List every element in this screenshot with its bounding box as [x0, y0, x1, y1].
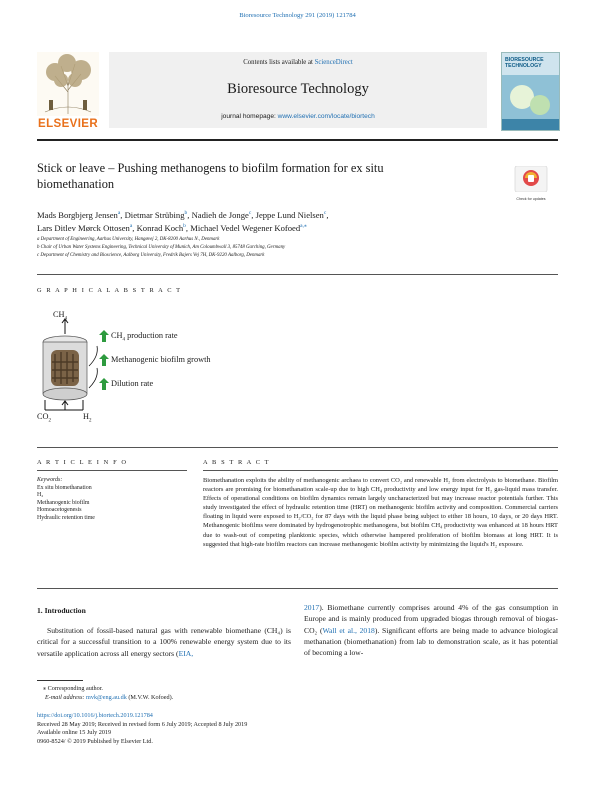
affiliation-a: a Department of Engineering, Aarhus University, Hangøvej 2, DK-8200 Aarhus N., Denmark: [37, 237, 220, 242]
up-arrow-icon: [99, 378, 109, 390]
copyright: 0960-8524/ © 2019 Published by Elsevier Ltd.: [37, 737, 153, 745]
body-left-column: [37, 625, 291, 659]
email-name: (M.V.W. Kofoed).: [126, 693, 174, 701]
body-left-text: Substitution of fossil-based natural gas with renewable biomethane (CH₄) is critical for a successful transition to a 100% renewable energy system due to its versatile application across all energy sectors (: [37, 626, 291, 658]
ga-ch4-top: $CH_4$: [53, 310, 68, 322]
author-affil-sup[interactable]: c: [323, 210, 327, 217]
publication-info: [37, 712, 247, 746]
body-right-text-1: ). Biomethane currently comprises around 4% of the gas consumption in Europe and is mainly produced from upgraded biogas through removal of biogas-CO₂ (: [304, 603, 558, 635]
author-affil-sup[interactable]: b: [184, 210, 188, 217]
author-list: [37, 209, 537, 235]
email-link[interactable]: mvk@eng.au.dk: [86, 693, 127, 701]
citation-link-eia-year[interactable]: 2017: [304, 603, 320, 612]
email-line: [37, 694, 173, 703]
email-label: E-mail address:: [45, 693, 87, 701]
article-info-heading: A R T I C L E I N F O: [37, 459, 128, 466]
author-name[interactable]: Dietmar Strübing: [124, 210, 185, 220]
author-name[interactable]: Michael Vedel Wegener Kofoed: [190, 223, 301, 233]
keywords-block: [37, 477, 187, 523]
author-affil-sup[interactable]: a: [117, 210, 121, 217]
graphical-abstract-heading: G R A P H I C A L A B S T R A C T: [37, 287, 182, 294]
abstract-text: Biomethanation exploits the ability of methanogenic archaea to convert CO₂ and renewable H₂ from electrolysis to biomethane. Biofilm reactors are promising for biomethanation scale-up due to high CH₄ productivity and low energy input for H₂ gas-liquid mass transfer. Effects of operational conditions on biofilm dynamics remain largely uncharacterized but may increase reactor potentials further. This study investigated the effect of hydraulic retention time (HRT) on methanogenic biofilm activity and composition. Commercial carriers floating in liquid were exposed to H₂/CO₂ for 87 days with the liquid phase being subject to either 18 hours, 10 days, or 20 days HRT. Methanogenic biofilms were dominated by hydrogenotrophic methanogens, but biofilm CH₄ productivity was enhanced at 18 hours HRT due to wash-out of competing planktonic species, which otherwise hampered proliferation of biofilm biomass at long HRT. It is suggested that high-rate biofilm reactors can increase methanogenic biofilm activity by minimizing the liquid's H₂ exposure.: [203, 477, 558, 548]
masthead-rule: [37, 139, 558, 141]
divider: [37, 447, 558, 448]
publisher-wordmark: ELSEVIER: [38, 118, 99, 130]
body-right-column: [304, 602, 558, 658]
keywords-label: Keywords:: [37, 477, 63, 483]
corresponding-author: ⁎ Corresponding author.: [43, 685, 103, 692]
ga-label-biofilm-growth: Methanogenic biofilm growth: [111, 355, 211, 364]
received-dates: Received 28 May 2019; Received in revised form 6 July 2019; Accepted 8 July 2019: [37, 720, 248, 728]
masthead: [37, 52, 558, 134]
keyword[interactable]: Hydraulic retention time: [37, 514, 95, 521]
citation-link-wall[interactable]: Wall et al., 2018: [322, 625, 375, 635]
footnote-rule: [37, 680, 83, 681]
crossmark-label: Check for updates: [516, 197, 546, 201]
ga-co2: $CO_2$: [37, 412, 52, 424]
author-name[interactable]: Konrad Koch: [136, 223, 184, 233]
journal-cover[interactable]: [501, 52, 560, 131]
crossmark-icon: [511, 166, 551, 192]
section-heading-introduction: 1. Introduction: [37, 606, 86, 615]
affiliation-c: c Department of Chemistry and Bioscience, Aalborg University, Fredrik Bajers Vej 7H, DK-9220 Aalborg, Denmark: [37, 253, 265, 258]
title-line-2: biomethanation: [37, 177, 115, 191]
keyword[interactable]: Methanogenic biofilm: [37, 499, 90, 506]
divider: [203, 470, 558, 471]
author-name[interactable]: Lars Ditlev Mørck Ottosen: [37, 223, 130, 233]
author-name[interactable]: Mads Borgbjerg Jensen: [37, 210, 118, 220]
divider: [37, 588, 558, 589]
author-affil-sup[interactable]: b: [183, 223, 186, 230]
doi-link[interactable]: https://doi.org/10.1016/j.biortech.2019.121784: [37, 712, 153, 719]
contents-line: [109, 59, 487, 66]
ga-h2: $H_2$: [83, 412, 92, 424]
cover-image: [502, 75, 559, 130]
abstract-heading: A B S T R A C T: [203, 459, 271, 466]
journal-banner: [109, 52, 487, 128]
graphical-abstract-figure: [37, 308, 297, 428]
homepage-line: [109, 113, 487, 120]
footnote: [37, 685, 173, 702]
cover-title: BIORESOURCE TECHNOLOGY: [505, 57, 544, 69]
elsevier-tree-icon: [37, 52, 99, 116]
keyword[interactable]: Ex situ biomethanation: [37, 484, 92, 491]
author-name[interactable]: Nadieh de Jonge: [191, 210, 249, 220]
ga-label-dilution: Dilution rate: [111, 379, 154, 388]
authors-line-2: Lars Ditlev Mørck Ottosen$^a$, Konrad Koch$^b$, Michael Vedel Wegener Kofoed$^{a,⁎}$: [37, 223, 307, 233]
author-affil-sup[interactable]: c: [248, 210, 252, 217]
homepage-prefix: journal homepage:: [221, 113, 278, 120]
author-name[interactable]: Jeppe Lund Nielsen: [255, 210, 324, 220]
contents-prefix: Contents lists available at: [243, 59, 315, 66]
affiliation-b: b Chair of Urban Water Systems Engineering, Technical University of Munich, Am Coloumbwall 3, 85748 Garching, Germany: [37, 245, 286, 250]
journal-name: Bioresource Technology: [227, 81, 369, 97]
ga-label-ch4-rate: $CH_4$ production rate: [111, 331, 178, 343]
keyword[interactable]: H₂: [37, 492, 44, 499]
crossmark-badge[interactable]: [511, 166, 551, 202]
divider: [37, 470, 187, 471]
author-affil-sup[interactable]: a,⁎: [300, 223, 307, 230]
author-affil-sup[interactable]: a: [129, 223, 133, 230]
elsevier-logo[interactable]: [37, 52, 99, 130]
citation-link-eia[interactable]: EIA,: [178, 648, 194, 658]
reactor-diagram: [37, 308, 117, 428]
journal-citation[interactable]: Bioresource Technology 291 (2019) 121784: [239, 12, 356, 19]
title-line-1: Stick or leave – Pushing methanogens to biofilm formation for ex situ: [37, 161, 384, 175]
keyword[interactable]: Homoacetogenesis: [37, 507, 82, 514]
sciencedirect-link[interactable]: ScienceDirect: [314, 59, 353, 66]
homepage-link[interactable]: www.elsevier.com/locate/biortech: [277, 113, 375, 120]
carrier-image: [51, 350, 79, 386]
article-title: [37, 160, 457, 192]
available-online: Available online 15 July 2019: [37, 729, 112, 737]
body-right-text-2: ). Significant efforts are being made to advance biological methanation (biomethanation) from lab to demonstration scale, as it has potential of becoming a low-: [304, 625, 558, 658]
up-arrow-icon: [99, 330, 109, 342]
authors-line-1: Mads Borgbjerg Jensen$^a$, Dietmar Strübing$^b$, Nadieh de Jonge$^c$, Jeppe Lund Nielsen$^c$,: [37, 210, 329, 220]
up-arrow-icon: [99, 354, 109, 366]
divider: [37, 274, 558, 275]
